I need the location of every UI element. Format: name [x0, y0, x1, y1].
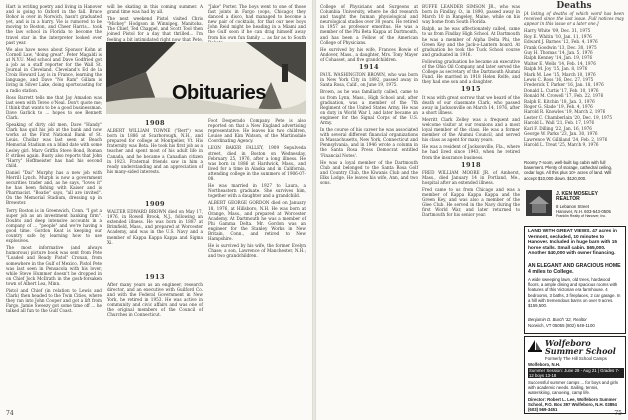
- left-col-1: [6, 4, 102, 412]
- obituary-entry: After many years as an engineer, research director, and an executive with Guilford Co. and with the Federal Government in New York, he retired in 1953. He was active in community and civic affairs and was one of the original members of the Council of Churches in Connecticut.: [107, 281, 203, 318]
- death-entry: Harold R. Knowles '19, March 2, 1976: [524, 109, 606, 115]
- paragraph: Speaking of dirty old men, Dave "Handy" Clark has quit his job at the bank and now works at the First National Bank of St. Louis. Chollar was last seen at Beach Memorial Stadium on a blind date with some Lesley girl. Marv Griffin Steve Bond, Roman P. strikes again. Rusty also reports that John "Harry" Hoffmeister has had his second child.: [6, 122, 102, 168]
- obituary-entry: FRED WILLIAM MOORE JR. of Amherst, Mass., died January 14 in Portland, Me., hospital after an extended illness.: [422, 169, 520, 185]
- death-entry: Lester C. Chamberlain '20, Dec. 19, 1975: [524, 114, 612, 120]
- left-col-3-obits: [208, 118, 306, 412]
- class-year-heading: 1908: [144, 119, 166, 127]
- obituary-entry: He is survived by his wife, the former Evelyn Chase; a son, Lawrence of Manchester, N.H.; and two grandchildren.: [208, 243, 306, 259]
- class-year-heading: 1913: [144, 272, 166, 281]
- paragraph: The most informative (and always humorous) picture book was sent from Pete "Loaded and Ready Pistol" Cronan, from somewhere in the Gulf of Mexico. Pistol Pete was last seen in Pensacola with his lover, while Steve Hummer doesn't be dropped in on Chief Jock McIlrath in the gosh-forsaken town of Albert Lea, Minn.: [6, 245, 102, 286]
- obituary-entry: In the course of his career he was associated with several different financial organizations in Massachusetts, New York, Connecticut and Pennsylvania, and in 1946 wrote a column in the Santa Rosa Press Democrat entitled 'Financial Notes'.: [320, 127, 418, 158]
- section-title: Obituaries: [172, 82, 266, 104]
- death-entry: Walter E. Wells '14, Feb. 14, 1976: [524, 60, 596, 66]
- obituary-entry: He was a loyal member of the Dartmouth Club and belonged to the Santa Rosa Golf and Country Club, the Kiwanis Club and the Elks Lodge. He leaves his wife, Ann, and two sons.: [320, 159, 418, 185]
- ad-agent-name: J. KEN MOSELEY REALTOR: [556, 191, 598, 203]
- death-entry: Lewis C. Ross '16, Dec. 27, 1975: [524, 77, 594, 83]
- paragraph: Terry Boston is in Greenwich, Conn. "I got a super job as an investment banking firm". Doubts and deep intensive accounts in a company of ... "people" and we're having a good time. Gordon Keat is keeping our country safe by learning how to use explosives.: [6, 207, 102, 244]
- death-entry: Donald L. Curtis '17, Feb. 10, 1976: [524, 87, 599, 93]
- obituary-entry: ALBERT WILLIAM TOWNE ("Bert") was born in 1886 at Scarborough, N.H., and prepared for college at Montpelier, Vt. His fraternity was Beta. He took his first job as a teacher and spent most of his adult life in Canada, and he became a Canadian citizen in 1923. Fraternal friends saw in him a ready understanding and an appreciation of his many-sided interests.: [107, 128, 203, 174]
- paragraph: Daniel "Dai" Murphy has a new job with Merrill Lynch. Murph is now a government securities trader and, as he says, "loves it" he has been fishing with Kaiser and is Pharmacist. "Boatie" says, "all are invited". On the Memorial Stadium, dressing up in Brewster.: [6, 169, 102, 206]
- deaths-box: [524, 1, 624, 154]
- death-entry: Harold L. Treat '25, March 9, 1976: [524, 141, 599, 147]
- ad-company: Franklin Realty of Hanover, Inc.: [556, 214, 607, 218]
- ad-address: 8 Lebanon Street: [556, 204, 589, 209]
- left-page: [0, 0, 312, 420]
- death-entry: Karl F. Dilling '22, Jan. 16, 1976: [524, 125, 592, 131]
- class-year-heading: 1915: [460, 85, 482, 94]
- land-ad: [524, 226, 626, 334]
- obituary-entry: ALBERT GEORGE GORDON died on January 18, 1976, at Hillsboro, N.H. He was born at Orange, Mass., and prepared at Worcester Academy. At Dartmouth he was a member of Phi Gamma Delta. Mr. Gordon was an engineer for the Stanley Works in New Britain, Conn., and retired to New Hampshire.: [208, 200, 306, 242]
- death-entry: Guy H. Thomas '14, Jan. 5, 1976: [524, 50, 593, 55]
- school-ad: [524, 336, 626, 414]
- sailboat-icon: [527, 339, 543, 353]
- paragraph: "Jake" Porter. The boys went to one of those fast joints in Fargo (oops, Chicago) they danced a disco, had managed to become a new pair of cocktails, for that our new boys John Reid might be heading in a Miami and the Gulf soon if he can drag himself away from his own fun family ... as far as to South: [208, 4, 306, 40]
- left-col-3-top: [208, 4, 306, 38]
- school-body: Successful summer camps ... for boys and girls with academic needs. Sailing, tennis, waterskiing, canoeing, camp life.: [528, 380, 619, 396]
- school-location: Wolfeboro, N.H.: [528, 362, 561, 367]
- obituary-entry: It was with great sorrow that we heard of the death of our classmate Clark, who passed away in Jacksonville on March 14, 1976, after a short illness.: [422, 94, 520, 115]
- death-entry: Roy E. Whitin '10, Jan. 11, 1976: [524, 33, 592, 39]
- ad-headline: LAND WITH GREAT VIEWS. 47 acres in Vermont, secluded, 10 minutes to Hanover. Included in huge barn with 15 horse stalls. Small cabin. $65,000. Another $40,000 with owner financing.: [528, 229, 618, 257]
- realestate-ad: [524, 160, 624, 222]
- paragraph: He survived by his wife, Frances Bowie of Andover, Mass., a daughter, Mrs. Tony Mayer of Cohasset, and five grandchildren.: [320, 46, 418, 62]
- death-entry: Harry White '09, Dec. 31, 1975: [524, 28, 591, 34]
- obituary-entry: PAUL WASHINGTON BROWN, who was born in New York City in 1892, passed away in Santa Rosa, Calif., on June 19, 1975.: [320, 72, 418, 88]
- death-entry: Frank Goodwin '13, Dec. 30, 1975: [524, 44, 597, 50]
- deaths-heading: Deaths: [556, 1, 592, 11]
- ad-city: Hanover, N.H. 603-643-0505: [556, 209, 611, 214]
- class-year-heading: 1909: [144, 199, 166, 208]
- ad-address: Norwich, VT 05055 (802) 649-1100: [528, 323, 595, 328]
- obituary-entry: WALTER EDWARD BROWN died on May 17, 1976, in Rowell Brook, N.J., following an extended illness. He was born in 1887 at Brimfield, Mass., and prepared at Worcester Academy, and was in the U.S. Navy and a member of Kappa Kappa Kappa and Sigma Xi.: [107, 209, 203, 245]
- death-entry: Roger G. Slade '19, Feb. 4, 1976: [524, 104, 593, 110]
- right-col-2: [422, 4, 520, 412]
- ad-subheadline: AN ELEGANT AND GRACIOUS HOME 4 miles to College.: [528, 263, 621, 275]
- death-entry: Edward J. Barnes '12, Feb. 4, 1976: [524, 39, 598, 45]
- cabin-photo: [526, 190, 552, 216]
- school-dates: Summer Session: June 28 - Aug 21 | Grades 7-12 boys 13-18: [528, 368, 624, 378]
- death-entry: Harold L. Wall '21, Feb. 17, 1976: [524, 120, 595, 126]
- obituary-entry: Foot Desperado Company. Pete is also reported on that a New England advertising representative. He leaves his two children, Louise and Kim Watson, of the Martinsdale Coordinating Agency.: [208, 118, 306, 144]
- deaths-list: [524, 28, 624, 147]
- death-entry: Mark M. Lee '15, March 10, 1976: [524, 71, 596, 77]
- left-col-2-top: [107, 4, 203, 42]
- school-tagline: Formerly The Hill School Camps: [545, 356, 607, 361]
- paragraph: We also have news about Sponsor Kohn at Cornell Law, "doing great". Peter Magaldi is at N.Y.U. Med school and Dave Godfried got a job as a staff reporter for the Wall St. Journal in Cleveland. Cleveland's Ed de la Croix Howard Lay is in France, learning the language, and Dave "No Ram" Gillam is living in Silver Lake, doing sportscasting for a radio station.: [6, 46, 102, 93]
- school-contact: Director: Robert L. Lee, Wolfeboro Summer School, P.O. Box 397 Wolfeboro, N.H. 03894 (603) 569-3451: [528, 397, 617, 413]
- page-number: 75: [614, 410, 622, 417]
- left-col-2-obits: [107, 118, 203, 412]
- paragraph: Pistol and Chief (in relation to Lewis and Clark) then headed to the Twin Cities, where they ran into John Cooper and got a lift from Fargo. Jamie Sweezy got some time off ... he talked all fun to the Gulf Coast.: [6, 287, 102, 314]
- paragraph: Ross Barrett tells me that Jay Amadon was last seen with Tereo o'Neal. Don't quote me; I think that wants to be a good businessman. Dave Garlick to ... hopes to see Bennett Clark.: [6, 94, 102, 120]
- death-entry: Ronald M. Crowell '17, Feb. 22, 1976: [524, 93, 604, 99]
- death-entry: Frederick T. Parker '16, Jan. 18, 1976: [524, 82, 604, 88]
- ad-body-text: A wide sweeping lawn, old trees, hardwood floors, a ample dining and spacious rooms with features of this Victorian era farmhouse. 4 bedrooms, 3 baths, 3 fireplaces, 2 car garage. In a hill with tremendous barns on over 9 acres. $159,500.: [528, 277, 621, 309]
- paragraph: College of Physicians and Surgeons at Columbia University, where he did research and taught the human physiological and neurological studies over 30 years. He retired in 1957 as professor emeritus. He was a member of the Phi Beta Kappa at Dartmouth, and has been a Fellow of the American College of Physicians.: [320, 4, 418, 45]
- school-name: Wolfeboro Summer School: [545, 338, 616, 356]
- page-number: 74: [6, 410, 14, 417]
- paragraph: BUFFE LEANDER SIMSON JR., who was born in Findlay, O., in 1890, passed away in March 10 in Rangeley, Maine, while on his way home from South Florida.: [422, 4, 520, 25]
- cabin-icon: [526, 190, 552, 216]
- paragraph: Hart is writing poetry and living in Hanover and is going to Oxford in the fall. Bruce Bohor is over in Norwich, hasn't graduated yet, and is in a hurry. Vie is rumored to be moving to Boston, and Cheer Harris... took the law school in Florida to become the travel star in the interpreter looked over past year.: [6, 4, 102, 45]
- ad-body-text: Roomy 7-room, well-built log cabin with full basement. Plenty of storage, cathedral ceiling, cedar logs. All this plus 10+ acres of land. Will accept $10,000 down. $120,000.: [524, 160, 613, 181]
- obituary-entry: He was a resident of Jacksonville, Fla., where he had lived since 1943, when he retired from the insurance business.: [422, 144, 520, 160]
- paragraph: Following graduation he became an executive of the Ohio Oil Company and later served the College as secretary of the Dartmouth Alumni Fund. He married in 1918 Helen Rolfe, and they had one son and a daughter.: [422, 58, 520, 85]
- paragraph: The next weekend Pistol visited Chris "Mickey" Hodgson in Winnipeg, Manitoba. The Chief, Ted Chappel, and Scott Tool then joined Pistol for a day that thrilled... I'm feeling a bit intimidated right now that Pete,: [107, 16, 203, 42]
- death-entry: Ralph M. Joy '15, Jan. 8, 1976: [524, 66, 588, 72]
- death-entry: Ralph Kenney '14, Jan. 19, 1976: [524, 55, 593, 61]
- obituaries-banner-photo: [106, 42, 306, 114]
- deaths-intro: [A listing of deaths of which word has been received since the last issue. Full notices may appear in this issue or a later one.]: [524, 11, 624, 27]
- death-entry: Lawrence W. Gilliland '24, Feb. 2, 1976: [524, 136, 608, 142]
- death-entry: Ralph E. Kitchin '18, Jan. 3, 1976: [524, 98, 595, 104]
- class-year-heading: 1918: [460, 160, 482, 169]
- obituary-entry: Fred came to us from Chicago and was a member of Kappa Kappa Kappa and the Green Key, and was also a member of the Glee Club. He served in the Navy during the first World War, and later returned to Dartmouth for his senior year.: [422, 187, 520, 218]
- obituary-entry: He was married in 1927 to Laura, a Northeastern graduate. She survives him, together with a daughter and a grandchild.: [208, 183, 306, 199]
- paragraph: Ralph, as he was affectionately called, came to us from Findlay High School. At Dartmouth he was a member of Alpha Delta Phi, the Green Key and the Jack-o-Lantern board. At graduation he took the Tuck School course and graduated in 1916.: [422, 26, 520, 57]
- death-entry: George W. Parks '23, Jan. 30, 1976: [524, 131, 598, 137]
- obituary-entry: Brown, as he was familiarly called, came to us from Lynn, Mass., High School and, after graduation, was a member of the 7th Regiment of the United States Army. He was on duty in World War I, and later became an engineer for the Signal Corps of the U.S. Army.: [320, 89, 418, 125]
- right-page: [316, 0, 628, 420]
- obituary-entry: LEON BAKER FALLEY, 1909 Sepulveda street, died in Boston on Wednesday, February 25, 1976, after a long illness. He was born in 1886 at Hardwick, Mass., and lived for a time in Alaska and in California, attending college in the summers of 1906-07-08.: [208, 145, 306, 182]
- right-col-1: [320, 4, 418, 412]
- class-year-heading: 1914: [358, 63, 380, 72]
- obituary-entry: Merritt Clark Zelley was a frequent and welcome visitor at our reunions and a most loyal member of the class. He was a former member of the Alumni Council, and served his class as agent for many years.: [422, 116, 520, 143]
- ad-agent-name: Benjamin D. Burch '32, Realtor: [528, 317, 587, 322]
- paragraph: will be skating in this coming summer. A grand time was had by all.: [107, 4, 203, 15]
